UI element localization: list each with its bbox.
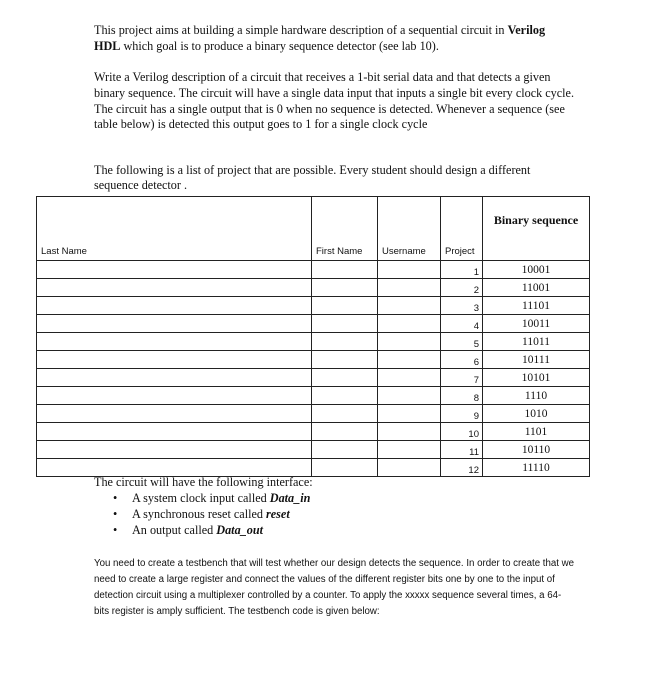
signal-name-data-in: Data_in: [269, 491, 311, 505]
interface-title: The circuit will have the following interface:: [94, 475, 313, 489]
table-row: [37, 405, 590, 423]
project-number-cell: 10: [441, 423, 483, 441]
header-first-name: First Name: [312, 197, 378, 261]
binary-sequence-cell: 11101: [483, 297, 590, 315]
binary-sequence-cell: 10111: [483, 351, 590, 369]
interface-item-text: A synchronous reset called: [132, 507, 267, 521]
project-number-cell: 3: [441, 297, 483, 315]
last-name-cell[interactable]: [37, 315, 312, 333]
first-name-cell[interactable]: [312, 351, 378, 369]
project-number-cell: 4: [441, 315, 483, 333]
bullet-icon: •: [113, 523, 118, 537]
header-username: Username: [378, 197, 441, 261]
binary-sequence-cell: 1101: [483, 423, 590, 441]
last-name-cell[interactable]: [37, 369, 312, 387]
table-row: [37, 423, 590, 441]
binary-sequence-cell: 11001: [483, 279, 590, 297]
interface-list: [94, 490, 574, 538]
project-table: [36, 196, 590, 477]
username-cell[interactable]: [378, 387, 441, 405]
bullet-icon: •: [113, 507, 118, 521]
binary-sequence-cell: 10011: [483, 315, 590, 333]
username-cell[interactable]: [378, 423, 441, 441]
username-cell[interactable]: [378, 261, 441, 279]
interface-item-reset: [113, 506, 574, 522]
project-number-cell: 5: [441, 333, 483, 351]
interface-item-text: A system clock input called: [132, 491, 270, 505]
last-name-cell[interactable]: [37, 261, 312, 279]
testbench-paragraph: You need to create a testbench that will test whether our design detects the sequence. In order to create that we need to create a large register and connect the values of the different register bits one by one to the input of detection circuit using a multiplexer controlled by a counter. To apply the xxxxx sequence several times, a 64-bits register is amply sufficient. The testbench code is given below:: [94, 558, 575, 617]
project-number-cell: 6: [441, 351, 483, 369]
first-name-cell[interactable]: [312, 261, 378, 279]
first-name-cell[interactable]: [312, 279, 378, 297]
table-row: [37, 261, 590, 279]
first-name-cell[interactable]: [312, 387, 378, 405]
username-cell[interactable]: [378, 405, 441, 423]
table-row: [37, 441, 590, 459]
header-project: Project: [441, 197, 483, 261]
first-name-cell[interactable]: [312, 405, 378, 423]
table-row: [37, 279, 590, 297]
username-cell[interactable]: [378, 279, 441, 297]
project-number-cell: 7: [441, 369, 483, 387]
last-name-cell[interactable]: [37, 387, 312, 405]
project-number-cell: 2: [441, 279, 483, 297]
project-number-cell: 9: [441, 405, 483, 423]
task-paragraph: Write a Verilog description of a circuit that receives a 1-bit serial data and that detects a given binary sequence. The circuit will have a single data input that inputs a single bit every clock cycle. The circuit has a single output that is 0 when no sequence is detected. Whenever a sequence (see table below) is detected this output goes to 1 for a single clock cycle: [94, 70, 575, 132]
username-cell[interactable]: [378, 369, 441, 387]
project-list-intro: The following is a list of project that are possible. Every student should design a different sequence detector .: [94, 163, 531, 192]
table-body: [37, 261, 590, 477]
project-number-cell: 8: [441, 387, 483, 405]
project-number-cell: 11: [441, 441, 483, 459]
last-name-cell[interactable]: [37, 297, 312, 315]
interface-section: [94, 474, 574, 538]
first-name-cell[interactable]: [312, 315, 378, 333]
intro-text-start: This project aims at building a simple hardware description of a sequential circuit in: [94, 23, 508, 37]
last-name-cell[interactable]: [37, 405, 312, 423]
username-cell[interactable]: [378, 297, 441, 315]
table-header-row: [37, 197, 590, 261]
first-name-cell[interactable]: [312, 333, 378, 351]
binary-sequence-cell: 11110: [483, 459, 590, 477]
last-name-cell[interactable]: [37, 441, 312, 459]
username-cell[interactable]: [378, 333, 441, 351]
binary-sequence-cell: 1010: [483, 405, 590, 423]
project-number-cell: 1: [441, 261, 483, 279]
intro-paragraph: [94, 23, 574, 54]
table-row: [37, 315, 590, 333]
binary-sequence-cell: 11011: [483, 333, 590, 351]
table-row: [37, 369, 590, 387]
table-row: [37, 351, 590, 369]
last-name-cell[interactable]: [37, 279, 312, 297]
table-row: [37, 297, 590, 315]
first-name-cell[interactable]: [312, 441, 378, 459]
table-row: [37, 333, 590, 351]
username-cell[interactable]: [378, 315, 441, 333]
last-name-cell[interactable]: [37, 351, 312, 369]
first-name-cell[interactable]: [312, 297, 378, 315]
first-name-cell[interactable]: [312, 369, 378, 387]
signal-name-data-out: Data_out: [216, 523, 264, 537]
binary-sequence-cell: 10001: [483, 261, 590, 279]
intro-bold-verilog-hdl: Verilog HDL: [94, 23, 546, 53]
header-binary-sequence: Binary sequence: [483, 197, 590, 261]
intro-text-end: which goal is to produce a binary sequence detector (see lab 10).: [120, 38, 439, 53]
first-name-cell[interactable]: [312, 423, 378, 441]
username-cell[interactable]: [378, 441, 441, 459]
interface-item-data-in: [113, 490, 574, 506]
binary-sequence-cell: 10101: [483, 369, 590, 387]
username-cell[interactable]: [378, 351, 441, 369]
last-name-cell[interactable]: [37, 423, 312, 441]
interface-item-text: An output called: [132, 523, 217, 537]
binary-sequence-cell: 1110: [483, 387, 590, 405]
last-name-cell[interactable]: [37, 333, 312, 351]
table-row: [37, 387, 590, 405]
signal-name-reset: reset: [266, 507, 290, 521]
binary-sequence-cell: 10110: [483, 441, 590, 459]
header-last-name: Last Name: [37, 197, 312, 261]
project-number-cell: 12: [441, 459, 483, 477]
interface-item-data-out: [113, 522, 574, 538]
bullet-icon: •: [113, 491, 118, 505]
